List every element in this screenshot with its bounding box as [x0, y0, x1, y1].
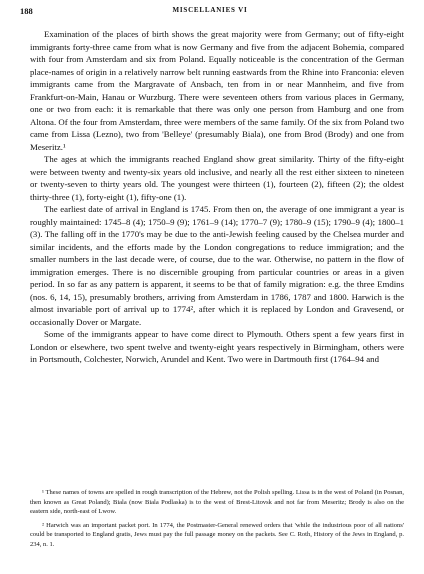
- paragraph: Examination of the places of birth shows the great majority were from Germany; out of fifty-eight immigrants forty-three came from what is now Germany and five from the adjacent Bohemia, compared with four from Amsterdam and six from Poland. Equally noticeable is the concentration of the German place-names of origin in a relatively narrow belt running eastwards from the Rhine into Franconia: eleven immigrants came from the Margravate of Ansbach, ten from in or near Mannheim, and five from Frankfurt-on-Main, Hanau or Wurzburg. There were seventeen others from various places in Germany, one or two from each: it is remarkable that there was only one person from Hamburg and one from Altona. Of the four from Amsterdam, three were members of the same family. Of the six from Poland two came from Lissa (Lezno), two from 'Belleye' (presumably Biala), one from Brod (Brody) and one from Meseritz.¹: [30, 29, 404, 152]
- body-text: [30, 28, 404, 366]
- footnote: ² Harwich was an important packet port. In 1774, the Postmaster-General renewed orders that 'while the industrious poor of all nations' could be transported to England gratis, Jews must pay the full passage money on the packets. See C. Roth, History of the Jews in England, p. 234, n. 1.: [30, 521, 404, 548]
- running-head: MISCELLANIES VI: [172, 6, 248, 14]
- paragraph: The earliest date of arrival in England is 1745. From then on, the average of one immigrant a year is roughly maintained: 1745–8 (4); 1750–9 (9); 1761–9 (14); 1770–7 (9); 1780–9 (15); 1790–9 (4); 1800–1 (3). The falling off in the 1770's may be due to the anti-Jewish feeling caused by the Chelsea murder and similar incidents, and the efforts made by the London congregations to reduce immigration; and the smaller numbers in the last decade were, of course, due to the war. Otherwise, no pattern in the flow of immigration emerges. There is no discernible grouping from particular countries or areas in a given period. In so far as any pattern is apparent, it seems to be that of family migration: e.g. the three Emdins (nos. 6, 14, 15), presumably brothers, arriving from Amsterdam in 1786, 1787 and 1800. Harwich is the almost invariable port of arrival up to 1774², after which it is replaced by London and Gravesend, or occasionally Dover or Margate.: [30, 204, 404, 327]
- paragraph: The ages at which the immigrants reached England show great similarity. Thirty of the fifty-eight were between twenty and twenty-six years old inclusive, and nearly all the rest either sixteen to nineteen or twenty-seven to thirty years old. The youngest were thirteen (1), fourteen (2), fifteen (2); the oldest thirty-three (1), forty-eight (1), fifty-one (1).: [30, 154, 404, 202]
- footnotes: [30, 488, 404, 554]
- footnote: ¹ These names of towns are spelled in rough transcription of the Hebrew, not the Polish spelling. Lissa is in the west of Poland (in Posnan, then known as Great Poland); Biala (now Biala Podlaska) is to the west of Brest-Litovsk and not far from Meseritz; Brody is also on the eastern side, north-east of Lwow.: [30, 489, 404, 516]
- page-header: [20, 6, 400, 20]
- page-number: 188: [20, 6, 33, 16]
- paragraph: Some of the immigrants appear to have come direct to Plymouth. Others spent a few years first in London or elsewhere, two spent twelve and twenty-eight years respectively in Birmingham, others were in Portsmouth, Colchester, Norwich, Arundel and Kent. Two were in Dartmouth first (1764–94 and: [30, 329, 404, 364]
